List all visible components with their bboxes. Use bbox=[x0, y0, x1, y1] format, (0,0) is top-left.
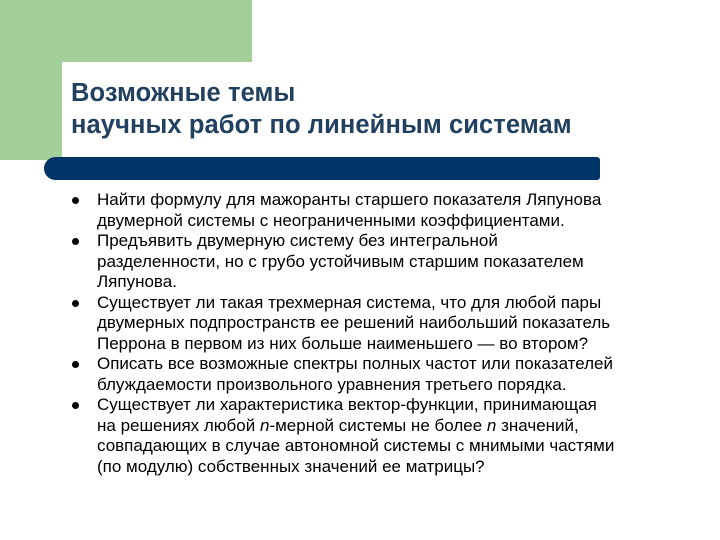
topic-item-line: совпадающих в случае автономной системы с мнимыми частями bbox=[97, 436, 615, 455]
bullet-dot-icon bbox=[72, 197, 79, 204]
topic-item-line: разделенности, но с грубо устойчивым старшим показателем bbox=[97, 251, 584, 271]
topic-item-line: Описать все возможные спектры полных частот или показателей bbox=[97, 354, 614, 373]
slide-title-line: Возможные темы bbox=[71, 79, 296, 107]
topic-item-text: на решениях любой bbox=[97, 415, 260, 435]
topic-item-line: двумерной системы с неограниченными коэффициентами. bbox=[97, 210, 565, 230]
topic-item-line bbox=[97, 416, 700, 437]
topic-item-line: Перрона в первом из них больше наименьшего — во втором? bbox=[97, 333, 589, 353]
topic-item-line: (по модулю) собственных значений ее матрицы? bbox=[97, 456, 485, 476]
topic-item-line: Ляпунова. bbox=[97, 272, 177, 291]
bullet-dot-icon bbox=[72, 238, 79, 245]
topic-item-line: Существует ли характеристика вектор-функции, принимающая bbox=[97, 395, 597, 414]
topic-item bbox=[70, 231, 700, 293]
divider-bar bbox=[56, 157, 600, 180]
topic-item-line: двумерных подпространств ее решений наибольший показатель bbox=[97, 313, 611, 332]
bullet-dot-icon bbox=[72, 361, 79, 368]
topic-item bbox=[70, 190, 700, 231]
topic-item-text: значений, bbox=[496, 415, 579, 435]
slide-title bbox=[71, 77, 572, 141]
topic-item-text: -мерной системы не более bbox=[269, 415, 487, 435]
math-variable-n: n bbox=[259, 415, 270, 435]
bullet-dot-icon bbox=[72, 402, 79, 409]
topic-item-line: Найти формулу для мажоранты старшего показателя Ляпунова bbox=[97, 190, 602, 209]
topic-item-line: Существует ли такая трехмерная система, что для любой пары bbox=[97, 292, 602, 312]
slide-title-line: научных работ по линейным системам bbox=[71, 111, 572, 139]
topic-item-line: Предъявить двумерную систему без интегральной bbox=[97, 231, 498, 250]
math-variable-n: n bbox=[486, 415, 497, 435]
topics-list bbox=[70, 190, 700, 477]
topic-item bbox=[70, 395, 700, 477]
topic-item bbox=[70, 293, 700, 355]
bullet-dot-icon bbox=[72, 300, 79, 307]
topic-item-line: блуждаемости произвольного уравнения третьего порядка. bbox=[97, 374, 567, 394]
topic-item bbox=[70, 354, 700, 395]
